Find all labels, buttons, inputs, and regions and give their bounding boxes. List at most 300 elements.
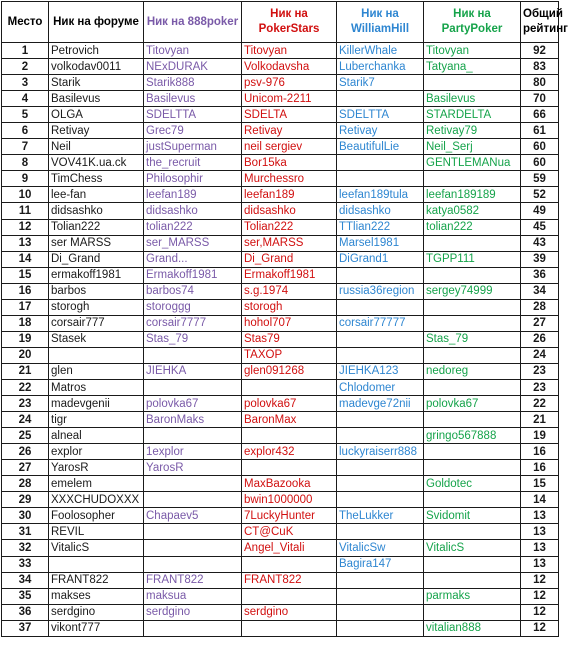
nick-williamhill-cell: Chlodomer (337, 379, 424, 395)
nick-pokerstars-cell: leefan189 (242, 187, 337, 203)
nick-williamhill-cell (337, 331, 424, 347)
nick-pokerstars-cell: storogh (242, 299, 337, 315)
nick-williamhill-cell: leefan189tula (337, 187, 424, 203)
nick-888poker-cell: leefan189 (144, 187, 242, 203)
rating-cell: 13 (521, 524, 559, 540)
forum-nick-cell: Di_Grand (49, 251, 144, 267)
forum-nick-cell: ermakoff1981 (49, 267, 144, 283)
table-row (2, 363, 559, 379)
nick-pokerstars-cell: neil sergiev (242, 139, 337, 155)
forum-nick-cell: storogh (49, 299, 144, 315)
nick-williamhill-cell: madevge72nii (337, 396, 424, 412)
forum-nick-cell: explor (49, 444, 144, 460)
rating-cell: 60 (521, 139, 559, 155)
header-888poker: Ник на 888poker (144, 2, 242, 43)
rating-cell: 92 (521, 43, 559, 59)
nick-partypoker-cell: Goldotec (424, 476, 521, 492)
nick-pokerstars-cell: Retivay (242, 123, 337, 139)
nick-pokerstars-cell: BaronMax (242, 412, 337, 428)
place-cell: 27 (2, 460, 49, 476)
table-row (2, 476, 559, 492)
rating-cell: 80 (521, 75, 559, 91)
nick-888poker-cell: corsair7777 (144, 315, 242, 331)
table-row (2, 171, 559, 187)
nick-partypoker-cell (424, 315, 521, 331)
rating-rows (2, 43, 559, 637)
table-row (2, 267, 559, 283)
nick-partypoker-cell: Stas_79 (424, 331, 521, 347)
nick-pokerstars-cell: psv-976 (242, 75, 337, 91)
nick-williamhill-cell (337, 267, 424, 283)
nick-pokerstars-cell (242, 620, 337, 636)
place-cell: 12 (2, 219, 49, 235)
nick-partypoker-cell (424, 444, 521, 460)
rating-cell: 13 (521, 540, 559, 556)
header-place: Место (2, 2, 49, 43)
table-row (2, 331, 559, 347)
nick-williamhill-cell (337, 476, 424, 492)
forum-nick-cell: TimChess (49, 171, 144, 187)
nick-partypoker-cell: VitalicS (424, 540, 521, 556)
place-cell: 2 (2, 59, 49, 75)
nick-williamhill-cell: Marsel1981 (337, 235, 424, 251)
table-row (2, 379, 559, 395)
nick-888poker-cell: polovka67 (144, 396, 242, 412)
nick-williamhill-cell (337, 588, 424, 604)
nick-pokerstars-cell: TAXOP (242, 347, 337, 363)
rating-cell: 59 (521, 171, 559, 187)
place-cell: 3 (2, 75, 49, 91)
nick-pokerstars-cell (242, 588, 337, 604)
rating-cell: 83 (521, 59, 559, 75)
nick-pokerstars-cell: Titovyan (242, 43, 337, 59)
table-row (2, 43, 559, 59)
nick-888poker-cell: JIEHKA (144, 363, 242, 379)
place-cell: 26 (2, 444, 49, 460)
forum-nick-cell: Stasek (49, 331, 144, 347)
rating-cell: 12 (521, 604, 559, 620)
nick-williamhill-cell: KillerWhale (337, 43, 424, 59)
nick-888poker-cell (144, 492, 242, 508)
place-cell: 31 (2, 524, 49, 540)
forum-nick-cell: ser MARSS (49, 235, 144, 251)
nick-888poker-cell: Ermakoff1981 (144, 267, 242, 283)
rating-cell: 22 (521, 396, 559, 412)
nick-williamhill-cell: JIEHKA123 (337, 363, 424, 379)
nick-pokerstars-cell (242, 379, 337, 395)
place-cell: 13 (2, 235, 49, 251)
nick-partypoker-cell (424, 347, 521, 363)
nick-pokerstars-cell: Bor15ka (242, 155, 337, 171)
forum-nick-cell: tigr (49, 412, 144, 428)
rating-cell: 36 (521, 267, 559, 283)
nick-williamhill-cell: TTlian222 (337, 219, 424, 235)
forum-nick-cell: Retivay (49, 123, 144, 139)
header-rating: Общий рейтинг (521, 2, 559, 43)
nick-pokerstars-cell: didsashko (242, 203, 337, 219)
place-cell: 32 (2, 540, 49, 556)
place-cell: 25 (2, 428, 49, 444)
forum-nick-cell: Starik (49, 75, 144, 91)
nick-partypoker-cell: Retivay79 (424, 123, 521, 139)
nick-888poker-cell: Philosophir (144, 171, 242, 187)
forum-nick-cell: Matros (49, 379, 144, 395)
place-cell: 22 (2, 379, 49, 395)
forum-nick-cell: barbos (49, 283, 144, 299)
nick-888poker-cell (144, 524, 242, 540)
nick-partypoker-cell: leefan189189 (424, 187, 521, 203)
rating-cell: 12 (521, 572, 559, 588)
nick-williamhill-cell: DiGrand1 (337, 251, 424, 267)
forum-nick-cell: Tolian222 (49, 219, 144, 235)
nick-888poker-cell: ser_MARSS (144, 235, 242, 251)
nick-williamhill-cell: corsair77777 (337, 315, 424, 331)
nick-pokerstars-cell: ser,MARSS (242, 235, 337, 251)
nick-pokerstars-cell: SDELTA (242, 107, 337, 123)
nick-pokerstars-cell: s.g.1974 (242, 283, 337, 299)
rating-table (1, 1, 568, 637)
forum-nick-cell: Basilevus (49, 91, 144, 107)
table-row (2, 347, 559, 363)
place-cell: 24 (2, 412, 49, 428)
nick-williamhill-cell: Bagira147 (337, 556, 424, 572)
nick-pokerstars-cell: MaxBazooka (242, 476, 337, 492)
nick-williamhill-cell (337, 620, 424, 636)
forum-nick-cell: XXXCHUDOXXX (49, 492, 144, 508)
nick-partypoker-cell (424, 235, 521, 251)
place-cell: 36 (2, 604, 49, 620)
rating-cell: 66 (521, 107, 559, 123)
nick-partypoker-cell (424, 412, 521, 428)
forum-nick-cell: vikont777 (49, 620, 144, 636)
rating-cell: 26 (521, 331, 559, 347)
place-cell: 14 (2, 251, 49, 267)
table-row (2, 556, 559, 572)
nick-888poker-cell: justSuperman (144, 139, 242, 155)
nick-williamhill-cell: SDELTTA (337, 107, 424, 123)
nick-partypoker-cell (424, 299, 521, 315)
rating-cell: 13 (521, 508, 559, 524)
table-row (2, 588, 559, 604)
place-cell: 28 (2, 476, 49, 492)
table-row (2, 396, 559, 412)
nick-partypoker-cell (424, 460, 521, 476)
nick-pokerstars-cell: Tolian222 (242, 219, 337, 235)
nick-partypoker-cell (424, 267, 521, 283)
rating-cell: 39 (521, 251, 559, 267)
forum-nick-cell: OLGA (49, 107, 144, 123)
place-cell: 29 (2, 492, 49, 508)
forum-nick-cell: glen (49, 363, 144, 379)
nick-pokerstars-cell: CT@CuK (242, 524, 337, 540)
rating-cell: 23 (521, 363, 559, 379)
header-pokerstars: Ник на PokerStars (242, 2, 337, 43)
nick-partypoker-cell (424, 524, 521, 540)
nick-888poker-cell (144, 476, 242, 492)
nick-pokerstars-cell: FRANT822 (242, 572, 337, 588)
rating-cell: 16 (521, 460, 559, 476)
table-row (2, 139, 559, 155)
nick-pokerstars-cell: explor432 (242, 444, 337, 460)
nick-williamhill-cell: BeautifulLie (337, 139, 424, 155)
nick-partypoker-cell: katya0582 (424, 203, 521, 219)
place-cell: 34 (2, 572, 49, 588)
nick-pokerstars-cell: serdgino (242, 604, 337, 620)
forum-nick-cell: FRANT822 (49, 572, 144, 588)
nick-888poker-cell: SDELTTA (144, 107, 242, 123)
nick-888poker-cell: the_recruit (144, 155, 242, 171)
place-cell: 1 (2, 43, 49, 59)
table-row (2, 203, 559, 219)
table-row (2, 91, 559, 107)
nick-888poker-cell: FRANT822 (144, 572, 242, 588)
nick-888poker-cell: serdgino (144, 604, 242, 620)
nick-888poker-cell (144, 428, 242, 444)
nick-williamhill-cell (337, 524, 424, 540)
nick-888poker-cell: tolian222 (144, 219, 242, 235)
header-partypoker: Ник на PartyPoker (424, 2, 521, 43)
nick-888poker-cell: Stas_79 (144, 331, 242, 347)
nick-pokerstars-cell: Volkodavsha (242, 59, 337, 75)
nick-williamhill-cell: Luberchanka (337, 59, 424, 75)
nick-partypoker-cell: STARDELTA (424, 107, 521, 123)
table-row (2, 59, 559, 75)
nick-888poker-cell: barbos74 (144, 283, 242, 299)
nick-pokerstars-cell: polovka67 (242, 396, 337, 412)
table-row (2, 460, 559, 476)
nick-pokerstars-cell: 7LuckyHunter (242, 508, 337, 524)
nick-williamhill-cell: Starik7 (337, 75, 424, 91)
place-cell: 30 (2, 508, 49, 524)
place-cell: 19 (2, 331, 49, 347)
nick-888poker-cell: NExDURAK (144, 59, 242, 75)
rating-cell: 12 (521, 588, 559, 604)
place-cell: 4 (2, 91, 49, 107)
forum-nick-cell: serdgino (49, 604, 144, 620)
table-row (2, 315, 559, 331)
place-cell: 9 (2, 171, 49, 187)
nick-888poker-cell: Grand... (144, 251, 242, 267)
nick-partypoker-cell: Titovyan (424, 43, 521, 59)
place-cell: 15 (2, 267, 49, 283)
nick-williamhill-cell: TheLukker (337, 508, 424, 524)
table-row (2, 508, 559, 524)
place-cell: 5 (2, 107, 49, 123)
nick-888poker-cell (144, 347, 242, 363)
rating-cell: 52 (521, 187, 559, 203)
nick-partypoker-cell: vitalian888 (424, 620, 521, 636)
forum-nick-cell: didsashko (49, 203, 144, 219)
table-row (2, 283, 559, 299)
table-row (2, 107, 559, 123)
place-cell: 21 (2, 363, 49, 379)
rating-cell: 45 (521, 219, 559, 235)
table-row (2, 187, 559, 203)
header-forum: Ник на форуме (49, 2, 144, 43)
nick-pokerstars-cell: hohol707 (242, 315, 337, 331)
nick-partypoker-cell: gringo567888 (424, 428, 521, 444)
nick-pokerstars-cell: glen091268 (242, 363, 337, 379)
table-row (2, 428, 559, 444)
rating-cell: 70 (521, 91, 559, 107)
nick-williamhill-cell (337, 604, 424, 620)
nick-williamhill-cell (337, 572, 424, 588)
nick-williamhill-cell (337, 171, 424, 187)
place-cell: 20 (2, 347, 49, 363)
rating-cell: 16 (521, 444, 559, 460)
forum-nick-cell: VitalicS (49, 540, 144, 556)
table-row (2, 299, 559, 315)
forum-nick-cell: Petrovich (49, 43, 144, 59)
rating-cell: 23 (521, 379, 559, 395)
forum-nick-cell: emelem (49, 476, 144, 492)
nick-williamhill-cell (337, 347, 424, 363)
nick-partypoker-cell: TGPP111 (424, 251, 521, 267)
nick-partypoker-cell (424, 492, 521, 508)
rating-cell: 15 (521, 476, 559, 492)
forum-nick-cell: lee-fan (49, 187, 144, 203)
nick-williamhill-cell (337, 155, 424, 171)
nick-888poker-cell: Starik888 (144, 75, 242, 91)
table-row (2, 251, 559, 267)
nick-williamhill-cell: russia36region (337, 283, 424, 299)
forum-nick-cell: VOV41K.ua.ck (49, 155, 144, 171)
nick-partypoker-cell (424, 556, 521, 572)
table-row (2, 123, 559, 139)
rating-cell: 27 (521, 315, 559, 331)
forum-nick-cell (49, 347, 144, 363)
nick-partypoker-cell (424, 379, 521, 395)
table-row (2, 219, 559, 235)
rating-cell: 12 (521, 620, 559, 636)
place-cell: 10 (2, 187, 49, 203)
forum-nick-cell: REVIL (49, 524, 144, 540)
rating-cell: 43 (521, 235, 559, 251)
header-williamhill: Ник на WilliamHill (337, 2, 424, 43)
nick-partypoker-cell: polovka67 (424, 396, 521, 412)
table-row (2, 235, 559, 251)
place-cell: 35 (2, 588, 49, 604)
table-row (2, 604, 559, 620)
nick-williamhill-cell (337, 91, 424, 107)
nick-888poker-cell: maksua (144, 588, 242, 604)
nick-888poker-cell: Basilevus (144, 91, 242, 107)
nick-888poker-cell: Titovyan (144, 43, 242, 59)
place-cell: 17 (2, 299, 49, 315)
forum-nick-cell: Foolosopher (49, 508, 144, 524)
rating-cell: 60 (521, 155, 559, 171)
nick-pokerstars-cell: Angel_Vitali (242, 540, 337, 556)
nick-pokerstars-cell: bwin1000000 (242, 492, 337, 508)
rating-cell: 14 (521, 492, 559, 508)
place-cell: 11 (2, 203, 49, 219)
nick-pokerstars-cell: Unicom-2211 (242, 91, 337, 107)
nick-partypoker-cell: Neil_Serj (424, 139, 521, 155)
place-cell: 6 (2, 123, 49, 139)
rating-cell: 21 (521, 412, 559, 428)
nick-partypoker-cell: nedoreg (424, 363, 521, 379)
rating-cell: 34 (521, 283, 559, 299)
place-cell: 23 (2, 396, 49, 412)
nick-888poker-cell: BaronMaks (144, 412, 242, 428)
nick-pokerstars-cell: Murchessro (242, 171, 337, 187)
forum-nick-cell: alneal (49, 428, 144, 444)
nick-pokerstars-cell (242, 428, 337, 444)
place-cell: 8 (2, 155, 49, 171)
rating-cell: 24 (521, 347, 559, 363)
rating-cell: 49 (521, 203, 559, 219)
nick-williamhill-cell (337, 492, 424, 508)
nick-888poker-cell (144, 620, 242, 636)
nick-partypoker-cell: sergey74999 (424, 283, 521, 299)
nick-888poker-cell: didsashko (144, 203, 242, 219)
forum-nick-cell: corsair777 (49, 315, 144, 331)
nick-partypoker-cell (424, 572, 521, 588)
forum-nick-cell: Neil (49, 139, 144, 155)
table-row (2, 492, 559, 508)
nick-pokerstars-cell: Ermakoff1981 (242, 267, 337, 283)
forum-nick-cell: makses (49, 588, 144, 604)
place-cell: 7 (2, 139, 49, 155)
nick-888poker-cell: 1explor (144, 444, 242, 460)
nick-partypoker-cell: Svidomit (424, 508, 521, 524)
table-row (2, 620, 559, 636)
nick-williamhill-cell: didsashko (337, 203, 424, 219)
forum-nick-cell: volkodav0011 (49, 59, 144, 75)
forum-nick-cell (49, 556, 144, 572)
nick-partypoker-cell (424, 604, 521, 620)
nick-williamhill-cell: VitalicSw (337, 540, 424, 556)
place-cell: 33 (2, 556, 49, 572)
nick-williamhill-cell (337, 428, 424, 444)
nick-888poker-cell (144, 379, 242, 395)
table-row (2, 412, 559, 428)
nick-partypoker-cell: tolian222 (424, 219, 521, 235)
nick-888poker-cell: Grec79 (144, 123, 242, 139)
nick-pokerstars-cell: Di_Grand (242, 251, 337, 267)
nick-888poker-cell (144, 556, 242, 572)
header-row (2, 2, 559, 43)
rating-cell: 19 (521, 428, 559, 444)
nick-888poker-cell: Chapaev5 (144, 508, 242, 524)
nick-pokerstars-cell: Stas79 (242, 331, 337, 347)
nick-pokerstars-cell (242, 556, 337, 572)
nick-partypoker-cell: Basilevus (424, 91, 521, 107)
table-row (2, 524, 559, 540)
forum-nick-cell: madevgenii (49, 396, 144, 412)
nick-888poker-cell (144, 540, 242, 556)
nick-williamhill-cell (337, 412, 424, 428)
nick-partypoker-cell (424, 171, 521, 187)
nick-williamhill-cell: luckyraiserr888 (337, 444, 424, 460)
nick-888poker-cell: storoggg (144, 299, 242, 315)
nick-williamhill-cell (337, 299, 424, 315)
table-row (2, 155, 559, 171)
nick-888poker-cell: YarosR (144, 460, 242, 476)
place-cell: 16 (2, 283, 49, 299)
nick-williamhill-cell: Retivay (337, 123, 424, 139)
table-row (2, 572, 559, 588)
nick-williamhill-cell (337, 460, 424, 476)
nick-partypoker-cell: parmaks (424, 588, 521, 604)
table-row (2, 75, 559, 91)
nick-partypoker-cell: Tatyana_ (424, 59, 521, 75)
table-row (2, 444, 559, 460)
place-cell: 37 (2, 620, 49, 636)
rating-cell: 13 (521, 556, 559, 572)
nick-partypoker-cell (424, 75, 521, 91)
nick-partypoker-cell: GENTLEMANua (424, 155, 521, 171)
